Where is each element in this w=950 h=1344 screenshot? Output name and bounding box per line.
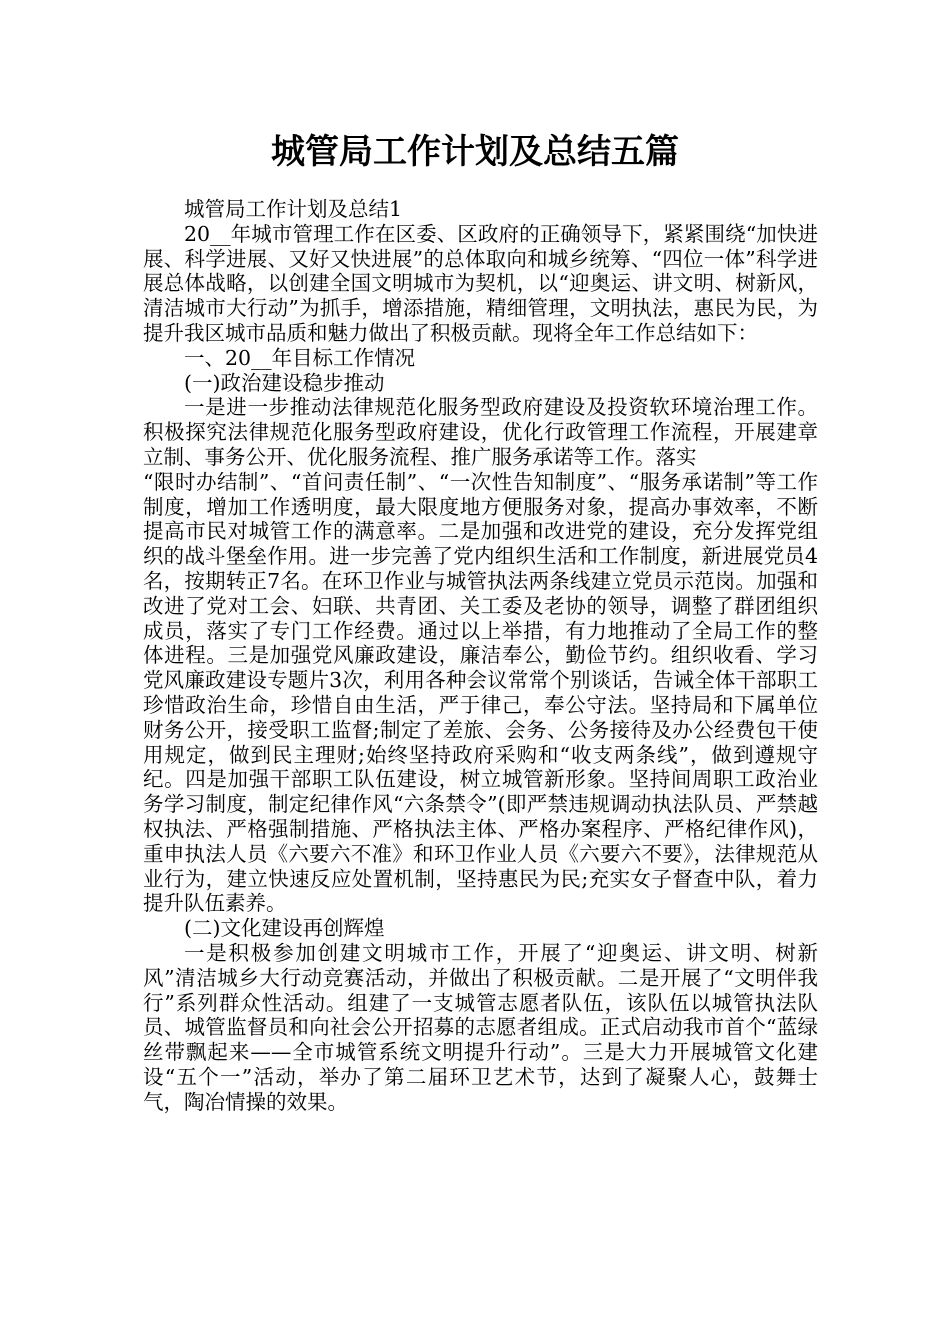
paragraph: 一、20__年目标工作情况 [184,345,416,370]
paragraph: (二)文化建设再创辉煌 [184,916,385,941]
paragraph: (一)政治建设稳步推动 [184,370,385,395]
paragraph: 一是积极参加创建文明城市工作，开展了“迎奥运、讲文明、树新风”清洁城乡大行动竞赛活动，并做出了积极贡献。二是开展了“文明伴我行”系列群众性活动。组建了一支城管志愿者队伍，该队伍以城管执法队员、城管监督员和向社会公开招募的志愿者组成。正式启动我市首个“蓝绿丝带飘起来——全市城管系统文明提升行动”。三是大力开展城管文化建设“五个一”活动，举办了第二届环卫艺术节，达到了凝聚人心，鼓舞士气，陶冶情操的效果。 [143,940,818,1114]
paragraph: 一是进一步推动法律规范化服务型政府建设及投资软环境治理工作。积极探究法律规范化服务型政府建设，优化行政管理工作流程，开展建章立制、事务公开、优化服务流程、推广服务承诺等工作。落实 [143,395,818,469]
paragraph: 城管局工作计划及总结1 [184,197,403,221]
paragraph: “限时办结制”、“首问责任制”、“一次性告知制度”、“服务承诺制”等工作制度，增加工作透明度，最大限度地方便服务对象，提高办事效率，不断提高市民对城管工作的满意率。二是加强和改进党的建设，充分发挥党组织的战斗堡垒作用。进一步完善了党内组织生活和工作制度，新进展党员4名，按期转正7名。在环卫作业与城管执法两条线建立党员示范岗。加强和改进了党对工会、妇联、共青团、关工委及老协的领导，调整了群团组织成员，落实了专门工作经费。通过以上举措，有力地推动了全局工作的整体进程。三是加强党风廉政建设，廉洁奉公，勤俭节约。组织收看、学习党风廉政建设专题片3次，利用各种会议常常个别谈话，告诫全体干部职工珍惜政治生命，珍惜自由生活，严于律己，奉公守法。坚持局和下属单位财务公开，接受职工监督;制定了差旅、会务、公务接待及办公经费包干使用规定，做到民主理财;始终坚持政府采购和“收支两条线”，做到遵规守纪。四是加强干部职工队伍建设，树立城管新形象。坚持间周职工政治业务学习制度，制定纪律作风“六条禁令”(即严禁违规调动执法队员、严禁越权执法、严格强制措施、严格执法主体、严格办案程序、严格纪律作风)，重申执法人员《六要六不准》和环卫作业人员《六要六不要》，法律规范从业行为，建立快速反应处置机制，坚持惠民为民;充实女子督查中队，着力提升队伍素养。 [143,469,818,916]
document-body [143,197,818,1114]
paragraph: 20__年城市管理工作在区委、区政府的正确领导下，紧紧围绕“加快进展、科学进展、又好又快进展”的总体取向和城乡统筹、“四位一体”科学进展总体战略，以创建全国文明城市为契机，以“迎奥运、讲文明、树新风，清洁城市大行动”为抓手，增添措施，精细管理，文明执法，惠民为民，为提升我区城市品质和魅力做出了积极贡献。现将全年工作总结如下： [143,221,818,345]
document-title: 城管局工作计划及总结五篇 [271,132,679,172]
